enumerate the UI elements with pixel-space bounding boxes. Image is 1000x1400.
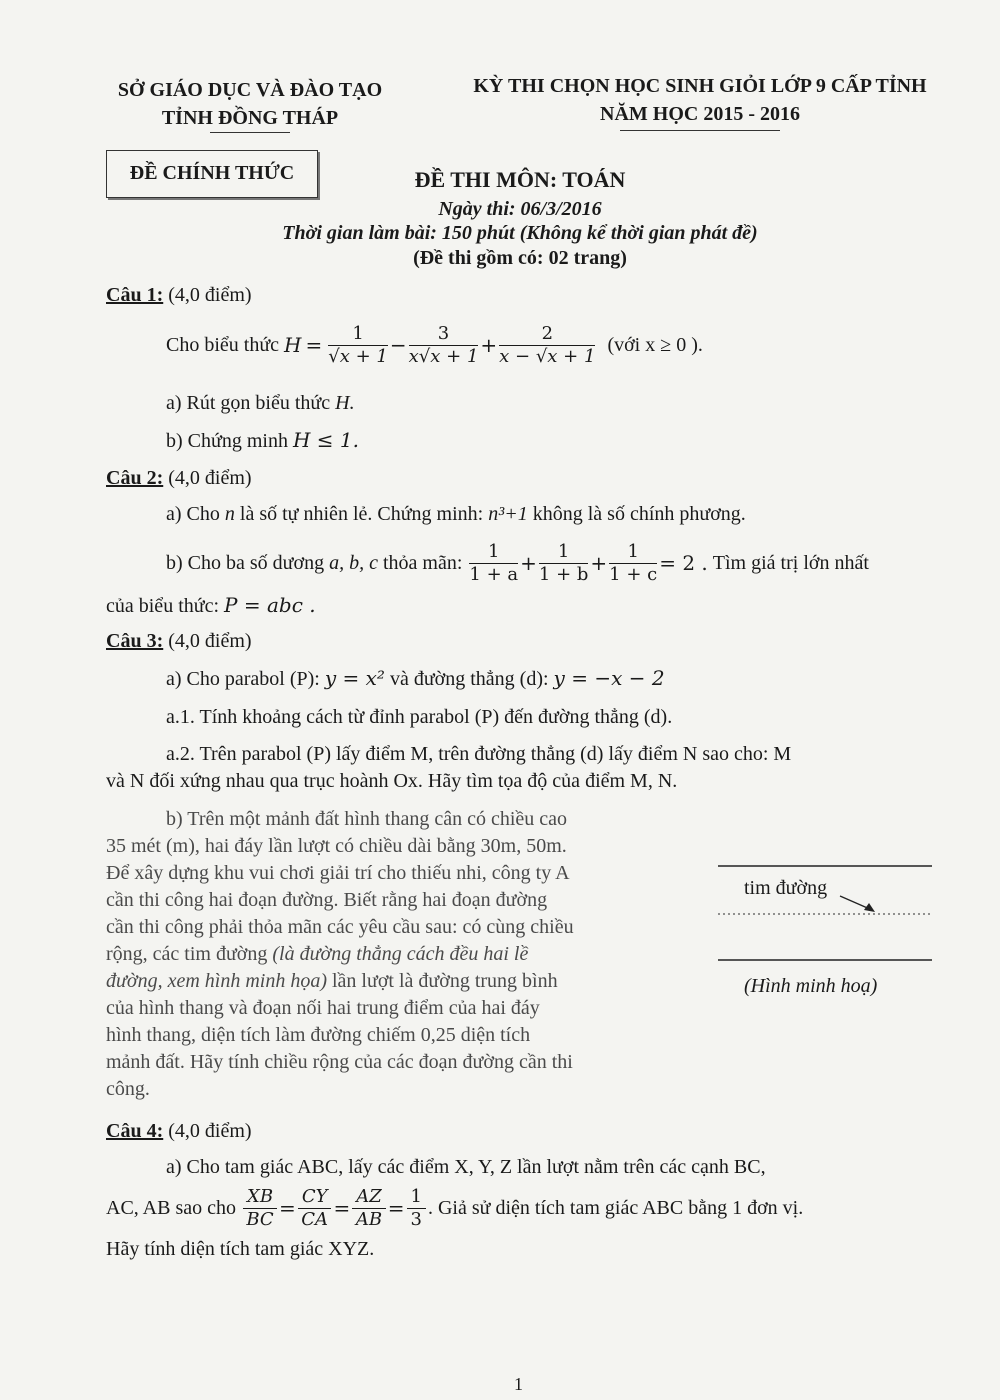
department-name	[90, 76, 410, 132]
official-label: ĐỀ CHÍNH THỨC	[129, 162, 295, 184]
q3-b-line: của hình thang và đoạn nối hai trung điểm của hai đáy	[106, 997, 540, 1019]
q4-bc: BC	[246, 1208, 274, 1230]
q4-title: Câu 4:	[106, 1120, 164, 1142]
q2-b-p3: Tìm giá trị lớn nhất	[712, 552, 869, 574]
q1-points: (4,0 điểm)	[168, 284, 252, 306]
q4-ratio-xb-bc	[243, 1186, 277, 1231]
q2-fb-num: 1	[539, 541, 589, 564]
q2-b-expr: P = abc .	[224, 593, 316, 617]
q4-ratio-az-ab	[352, 1186, 386, 1231]
q2-b-line2: của biểu thức:	[106, 595, 220, 617]
q4-a-line3: Hãy tính diện tích tam giác XYZ.	[106, 1238, 375, 1260]
department-line-1: SỞ GIÁO DỤC VÀ ĐÀO TẠO	[117, 79, 383, 101]
q2-fc-den: 1 + c	[609, 563, 658, 585]
q1-fraction-2	[409, 323, 479, 368]
q3-part-a	[166, 664, 665, 693]
q2-heading	[106, 464, 252, 492]
q2-plus-2: +	[590, 551, 608, 575]
q3-b-line: (là đường thẳng cách đều hai lề	[272, 943, 529, 965]
q2-title: Câu 2:	[106, 467, 164, 489]
q2-plus-1: +	[520, 551, 537, 575]
q2-part-b-line2	[106, 591, 316, 620]
q2-fa-den: 1 + a	[469, 563, 519, 585]
q4-cy: CY	[298, 1186, 332, 1209]
q4-ab: AB	[355, 1208, 383, 1230]
exam-duration: Thời gian làm bài: 150 phút (Không kể thời gian phát đề)	[282, 222, 758, 244]
q3-b-line: mảnh đất. Hãy tính chiều rộng của các đoạn đường cần thi	[106, 1051, 573, 1073]
exam-name	[430, 72, 970, 128]
q3-part-b	[106, 806, 676, 1103]
q1-b-text: b) Chứng minh	[166, 430, 288, 452]
q3-a-line: a) Cho parabol (P):	[166, 668, 320, 690]
q2-fraction-b	[539, 541, 589, 586]
q1-heading	[106, 281, 252, 309]
q4-xb: XB	[243, 1186, 277, 1209]
q4-a-p1: AC, AB sao cho	[106, 1197, 236, 1219]
q2-a-p2: là số tự nhiên lẻ. Chứng minh:	[239, 503, 484, 525]
q2-b-vars: a, b, c	[329, 552, 378, 574]
q4-a-line1: a) Cho tam giác ABC, lấy các điểm X, Y, Z lần lượt nằm trên các cạnh BC,	[166, 1156, 766, 1178]
q3-b-line: đường, xem hình minh họa)	[106, 970, 327, 992]
q3-title: Câu 3:	[106, 630, 164, 652]
q2-a-n: n	[224, 503, 235, 525]
q1-eq: =	[305, 333, 323, 357]
q3-a2-line1: a.2. Trên parabol (P) lấy điểm M, trên đường thẳng (d) lấy điểm N sao cho: M	[166, 743, 792, 765]
road-illustration	[712, 858, 942, 1008]
exam-line-2: NĂM HỌC 2015 - 2016	[600, 103, 800, 125]
q3-a-mid: và đường thẳng (d):	[389, 668, 549, 690]
q2-fraction-a	[469, 541, 518, 586]
q3-points: (4,0 điểm)	[168, 630, 252, 652]
q4-ratio-cy-ca	[298, 1186, 332, 1231]
q4-eq-3: =	[387, 1196, 405, 1220]
q1-fraction-1	[328, 323, 388, 368]
q2-b-eq: = 2 .	[659, 551, 708, 575]
q4-three: 3	[410, 1208, 422, 1230]
q4-ratio-one-third	[407, 1186, 426, 1231]
q1-f3-den: x − √x + 1	[499, 345, 596, 367]
q1-f2-den: x√x + 1	[408, 345, 479, 367]
q2-b-p2: thỏa mãn:	[382, 552, 463, 574]
exam-underline	[620, 130, 780, 131]
q3-b-line: cần thi công phải thỏa mãn các yêu cầu sau: có cùng chiều	[106, 916, 574, 938]
q2-a-p3: không là số chính phương.	[532, 503, 746, 525]
q1-f1-num: 1	[328, 323, 388, 346]
q4-one: 1	[407, 1186, 426, 1209]
q4-az: AZ	[352, 1186, 386, 1209]
q4-heading	[106, 1117, 252, 1145]
q4-eq-2: =	[333, 1196, 351, 1220]
department-line-2: TỈNH ĐỒNG THÁP	[161, 107, 339, 129]
q1-part-b	[166, 426, 359, 455]
q1-f2-num: 3	[409, 323, 479, 346]
q3-b-line-mixed	[106, 941, 676, 968]
q1-expression	[166, 317, 703, 373]
page-number: 1	[514, 1374, 523, 1394]
q1-b-expr: H ≤ 1.	[292, 428, 359, 452]
q2-b-p1: b) Cho ba số dương	[166, 552, 325, 574]
q3-b-line: hình thang, diện tích làm đường chiếm 0,25 diện tích	[106, 1024, 531, 1046]
q3-heading	[106, 627, 252, 655]
department-underline	[210, 132, 290, 133]
q3-b-line: công.	[106, 1078, 150, 1100]
q1-title: Câu 1:	[106, 284, 164, 306]
q3-a1: a.1. Tính khoảng cách từ đỉnh parabol (P) đến đường thẳng (d).	[166, 706, 673, 728]
q4-a-p2: . Giả sử diện tích tam giác ABC bằng 1 đơn vị.	[427, 1197, 804, 1219]
q4-a-line2	[106, 1182, 803, 1234]
q1-a-var: H.	[335, 392, 355, 414]
q3-a-parabola: y = x²	[324, 666, 385, 690]
q3-b-line: b) Trên một mảnh đất hình thang cân có chiều cao	[166, 808, 568, 830]
q1-part-a	[166, 389, 355, 417]
q4-ca: CA	[301, 1208, 329, 1230]
q2-fc-num: 1	[609, 541, 657, 564]
q2-part-a	[166, 500, 746, 528]
q3-b-line: lần lượt là đường trung bình	[332, 970, 558, 992]
exam-date: Ngày thi: 06/3/2016	[438, 198, 602, 220]
q1-plus: +	[480, 333, 498, 357]
q3-b-line: cần thi công hai đoạn đường. Biết rằng hai đoạn đường	[106, 889, 548, 911]
q1-intro: Cho biểu thức	[166, 334, 280, 356]
exam-pages: (Đề thi gồm có: 02 trang)	[413, 247, 627, 269]
figure-caption: (Hình minh hoạ)	[744, 975, 878, 997]
q3-b-line: Để xây dựng khu vui chơi giải trí cho thiếu nhi, công ty A	[106, 862, 570, 884]
exam-line-1: KỲ THI CHỌN HỌC SINH GIỎI LỚP 9 CẤP TỈNH	[473, 75, 927, 97]
q4-eq-1: =	[279, 1196, 296, 1220]
q1-condition: (với x ≥ 0 ).	[607, 334, 703, 356]
q3-b-line: 35 mét (m), hai đáy lần lượt có chiều dài bằng 30m, 50m.	[106, 835, 567, 857]
q2-fa-num: 1	[469, 541, 518, 564]
q1-f3-num: 2	[499, 323, 595, 346]
q2-a-expr: n³+1	[488, 503, 528, 525]
q3-a2-line2: và N đối xứng nhau qua trục hoành Ox. Hãy tìm tọa độ của điểm M, N.	[106, 770, 678, 792]
subject-title: ĐỀ THI MÔN: TOÁN	[414, 167, 626, 192]
q2-part-b	[166, 537, 869, 589]
official-stamp-box	[106, 150, 318, 198]
centerline-label: tim đường	[744, 877, 828, 899]
q2-fb-den: 1 + b	[538, 563, 589, 585]
q3-b-line-mixed	[106, 968, 676, 995]
q2-points: (4,0 điểm)	[168, 467, 252, 489]
q2-a-p1: a) Cho	[166, 503, 220, 525]
q3-b-line: rộng, các tim đường	[106, 943, 268, 965]
q3-a-line-eq: y = −x − 2	[553, 666, 665, 690]
q1-a-text: a) Rút gọn biểu thức	[166, 392, 331, 414]
q1-var-h: H	[284, 333, 302, 357]
q2-fraction-c	[609, 541, 657, 586]
q1-minus: −	[389, 333, 407, 357]
q1-fraction-3	[499, 323, 595, 368]
q4-points: (4,0 điểm)	[168, 1120, 252, 1142]
q1-f1-den: √x + 1	[328, 345, 388, 367]
